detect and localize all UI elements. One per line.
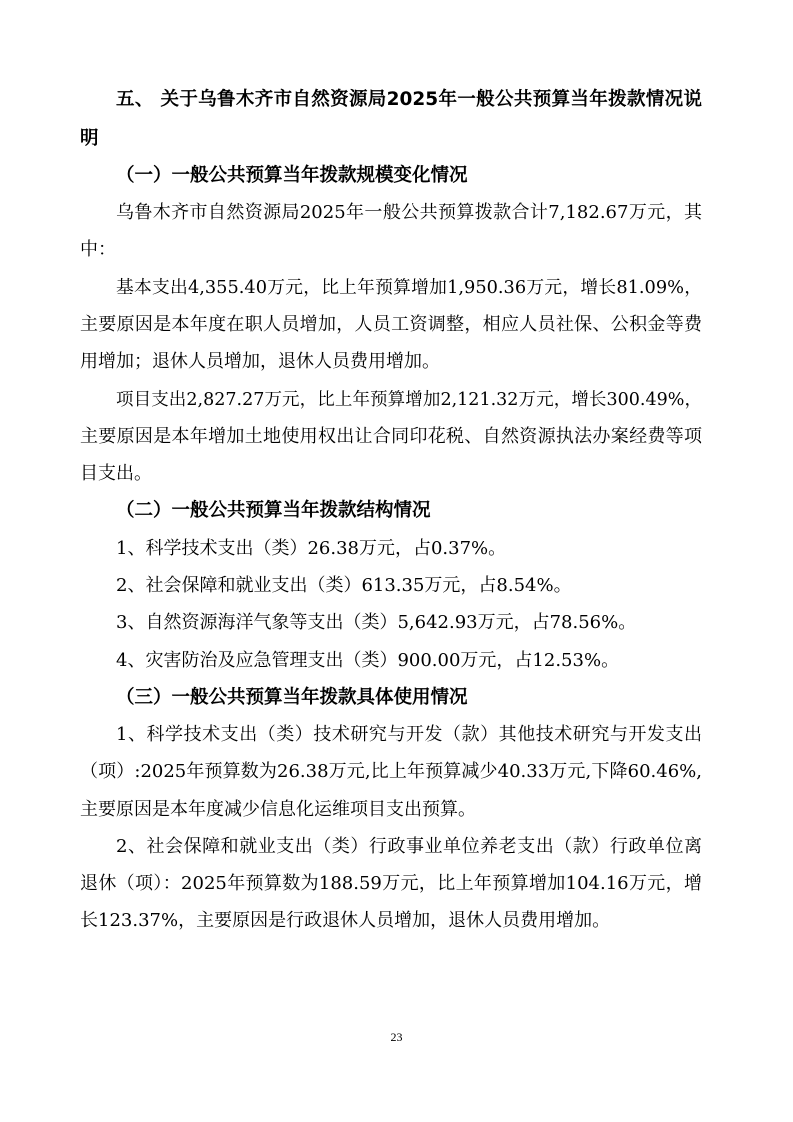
paragraph-line: 退休（项）：2025年预算数为188.59万元，比上年预算增加104.16万元，增: [80, 873, 702, 894]
paragraph-line: 1、科学技术支出（类）技术研究与开发（款）其他技术研究与开发支出: [116, 724, 702, 745]
paragraph-line: 主要原因是本年度减少信息化运维项目支出预算。: [80, 799, 476, 820]
paragraph-line: 2、社会保障和就业支出（类）行政事业单位养老支出（款）行政单位离: [116, 836, 702, 857]
paragraph-line: 目支出。: [80, 463, 152, 484]
paragraph-line: 项目支出2,827.27万元，比上年预算增加2,121.32万元，增长300.49%，: [116, 390, 702, 410]
list-item: 1、科学技术支出（类）26.38万元，占0.37%。: [116, 538, 507, 559]
paragraph-line: （项）:2025年预算数为26.38万元,比上年预算减少40.33万元,下降60.46%,: [80, 761, 702, 782]
paragraph-line: 基本支出4,355.40万元，比上年预算增加1,950.36万元，增长81.09%，: [116, 278, 702, 298]
paragraph-line: 中：: [80, 239, 116, 260]
subheading-1: （一）一般公共预算当年拨款规模变化情况: [116, 165, 468, 186]
list-item: 2、社会保障和就业支出（类）613.35万元，占8.54%。: [116, 575, 572, 596]
subheading-3: （三）一般公共预算当年拨款具体使用情况: [116, 687, 468, 708]
section-heading-line-1: 五、 关于乌鲁木齐市自然资源局2025年一般公共预算当年拨款情况说: [116, 89, 702, 110]
subheading-2: （二）一般公共预算当年拨款结构情况: [116, 500, 431, 521]
section-heading-line-2: 明: [80, 128, 99, 149]
paragraph-line: 用增加；退休人员增加，退休人员费用增加。: [80, 351, 440, 372]
paragraph-line: 乌鲁木齐市自然资源局2025年一般公共预算拨款合计7,182.67万元，其: [116, 202, 702, 223]
paragraph-line: 主要原因是本年度在职人员增加，人员工资调整，相应人员社保、公积金等费: [80, 314, 702, 335]
list-item: 4、灾害防治及应急管理支出（类）900.00万元，占12.53%。: [116, 650, 620, 671]
list-item: 3、自然资源海洋气象等支出（类）5,642.93万元，占78.56%。: [116, 612, 637, 633]
paragraph-line: 长123.37%，主要原因是行政退休人员增加，退休人员费用增加。: [80, 910, 611, 931]
page-number: 23: [390, 1030, 403, 1044]
paragraph-line: 主要原因是本年增加土地使用权出让合同印花税、自然资源执法办案经费等项: [80, 426, 702, 447]
